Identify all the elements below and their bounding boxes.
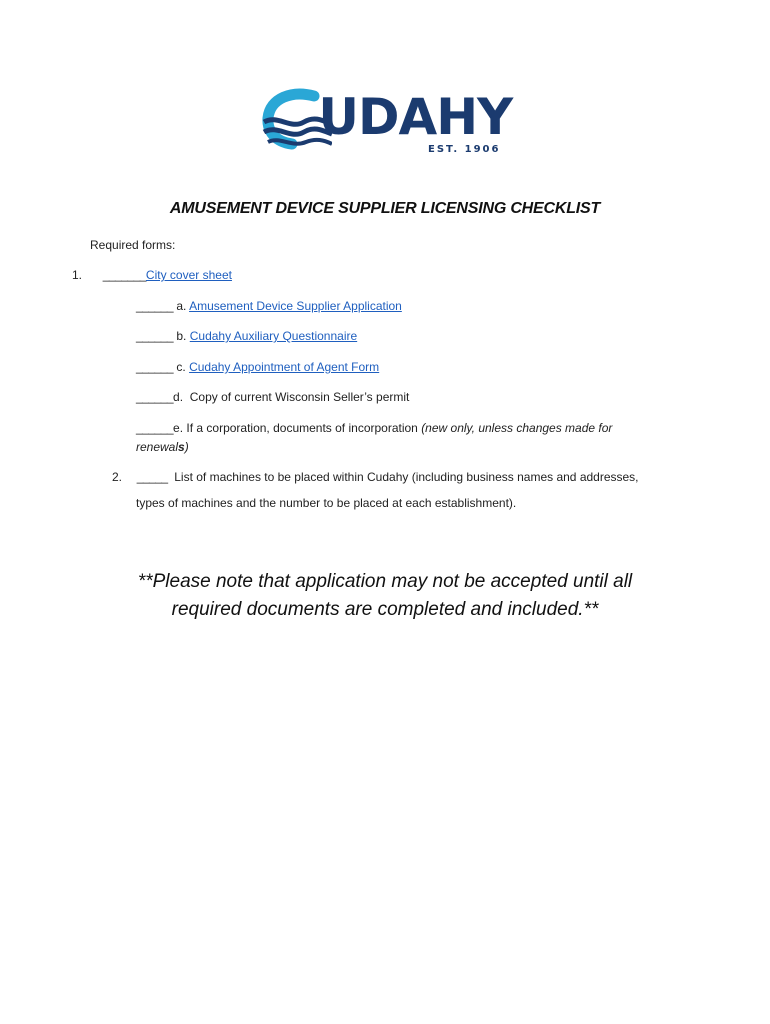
logo-wordmark: UDAHY bbox=[302, 88, 513, 146]
list-item-1a: ______ a. Amusement Device Supplier Application bbox=[136, 299, 402, 313]
required-forms-label: Required forms: bbox=[90, 238, 176, 252]
checkbox-blank[interactable]: ______ bbox=[136, 390, 174, 404]
cudahy-logo bbox=[262, 86, 512, 166]
list-item-1b: ______ b. Cudahy Auxiliary Questionnaire bbox=[136, 329, 358, 343]
list-item-1d: ______d. Copy of current Wisconsin Seller’s permit bbox=[136, 390, 410, 404]
supplier-application-link[interactable]: Amusement Device Supplier Application bbox=[189, 299, 402, 313]
application-note: **Please note that application may not be accepted until all required documents are completed and included.** bbox=[137, 571, 633, 620]
checkbox-blank[interactable]: ______ bbox=[136, 360, 174, 374]
agent-form-link[interactable]: Cudahy Appointment of Agent Form bbox=[189, 360, 380, 374]
checkbox-blank[interactable]: _____ bbox=[136, 470, 168, 484]
checkbox-blank[interactable]: ______ bbox=[136, 299, 174, 313]
checkbox-blank[interactable]: ______ bbox=[136, 329, 174, 343]
auxiliary-questionnaire-link[interactable]: Cudahy Auxiliary Questionnaire bbox=[189, 329, 358, 343]
logo-established: EST. 1906 bbox=[428, 144, 501, 155]
list-item-1 bbox=[72, 268, 232, 282]
list-item-1e: ______e. If a corporation, documents of incorporation (new only, unless changes made for bbox=[136, 421, 613, 435]
city-cover-sheet-link[interactable]: City cover sheet bbox=[145, 268, 232, 282]
list-item-1c: ______ c. Cudahy Appointment of Agent Form bbox=[136, 360, 380, 374]
list-item-2: 2. _____ List of machines to be placed within Cudahy (including business names and addresses, bbox=[112, 470, 639, 484]
document-title: AMUSEMENT DEVICE SUPPLIER LICENSING CHECKLIST bbox=[169, 200, 601, 217]
item-number: 2. bbox=[112, 470, 123, 484]
list-item-1e-continued: renewals) bbox=[136, 440, 189, 454]
checkbox-blank[interactable]: ______ bbox=[136, 421, 174, 435]
item-number: 1. bbox=[72, 268, 83, 282]
list-item-2-continued: types of machines and the number to be placed at each establishment). bbox=[136, 496, 517, 510]
checkbox-blank[interactable]: _______ bbox=[102, 268, 146, 282]
